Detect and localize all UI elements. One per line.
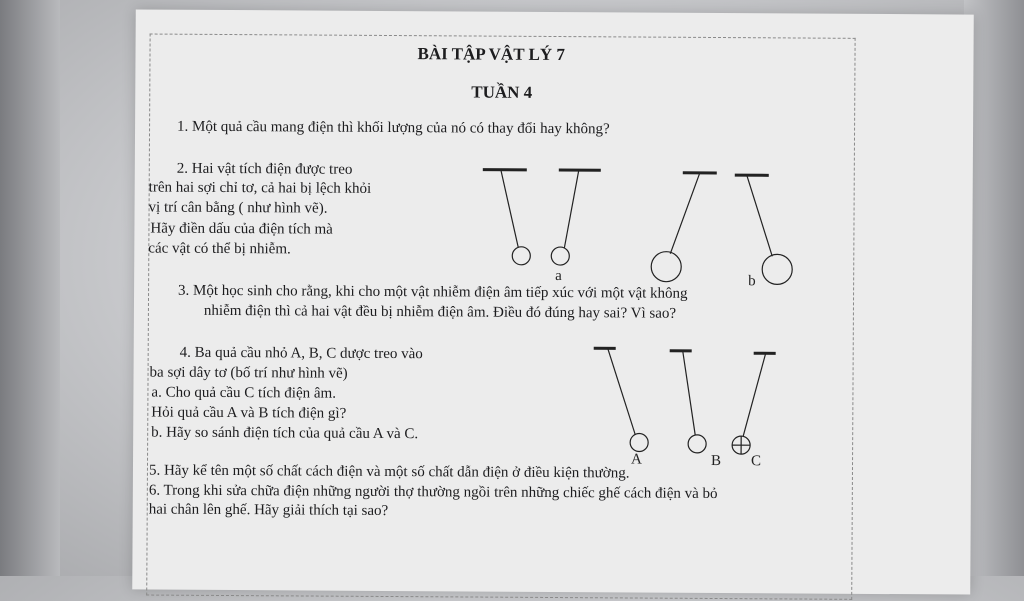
question-5: 5. Hãy kể tên một số chất cách điện và một số chất dẫn điện ở điều kiện thường.	[149, 462, 630, 483]
q6-line: 6. Trong khi sửa chữa điện những người thợ thường ngồi trên những chiếc ghế cách điện và bỏ	[149, 482, 718, 503]
q4-line: b. Hãy so sánh điện tích của quả cầu A và C.	[151, 424, 418, 444]
q2-line: các vật có thể bị nhiễm.	[148, 240, 291, 259]
q4-line: Hỏi quả cầu A và B tích điện gì?	[151, 404, 346, 423]
thread	[564, 170, 578, 248]
q2-line: Hãy điền dấu của điện tích mà	[150, 220, 333, 239]
charged-sphere	[762, 254, 792, 284]
label-B: B	[711, 453, 721, 469]
charged-sphere	[651, 252, 681, 282]
q3-line: nhiễm điện thì cả hai vật đều bị nhiễm điện âm. Điều đó đúng hay sai? Vì sao?	[204, 302, 676, 323]
charged-sphere	[551, 247, 569, 265]
document-page	[132, 9, 974, 594]
document-title: BÀI TẬP VẬT LÝ 7	[417, 45, 564, 64]
q2-line: 2. Hai vật tích điện được treo	[177, 160, 353, 179]
label-C: C	[751, 453, 761, 469]
q4-line: ba sợi dây tơ (bố trí như hình vẽ)	[150, 364, 348, 383]
question-1: 1. Một quả cầu mang điện thì khối lượng của nó có thay đổi hay không?	[177, 118, 610, 139]
q2-line: trên hai sợi chỉ tơ, cả hai bị lệch khỏi	[149, 179, 372, 198]
label-b: b	[748, 273, 756, 289]
thread	[670, 173, 699, 254]
document-subtitle: TUẦN 4	[471, 83, 532, 101]
q6-line: hai chân lên ghế. Hãy giải thích tại sao?	[149, 501, 389, 520]
charged-sphere	[512, 247, 530, 265]
q4-line: a. Cho quả cầu C tích điện âm.	[151, 384, 336, 403]
label-A: A	[631, 451, 642, 467]
sphere-A	[630, 433, 648, 451]
thread	[743, 353, 766, 436]
sphere-B	[688, 435, 706, 453]
q4-line: 4. Ba quả cầu nhỏ A, B, C dược treo vào	[180, 344, 423, 363]
q3-line: 3. Một học sinh cho rằng, khi cho một vật nhiễm điện âm tiếp xúc với một vật không	[178, 282, 688, 303]
thread	[746, 175, 772, 256]
thread	[607, 348, 636, 434]
label-a: a	[555, 268, 562, 284]
q2-line: vị trí cân bằng ( như hình vẽ).	[149, 199, 328, 218]
monitor-bezel-left	[0, 0, 60, 576]
thread	[682, 351, 696, 435]
thread	[500, 170, 518, 248]
